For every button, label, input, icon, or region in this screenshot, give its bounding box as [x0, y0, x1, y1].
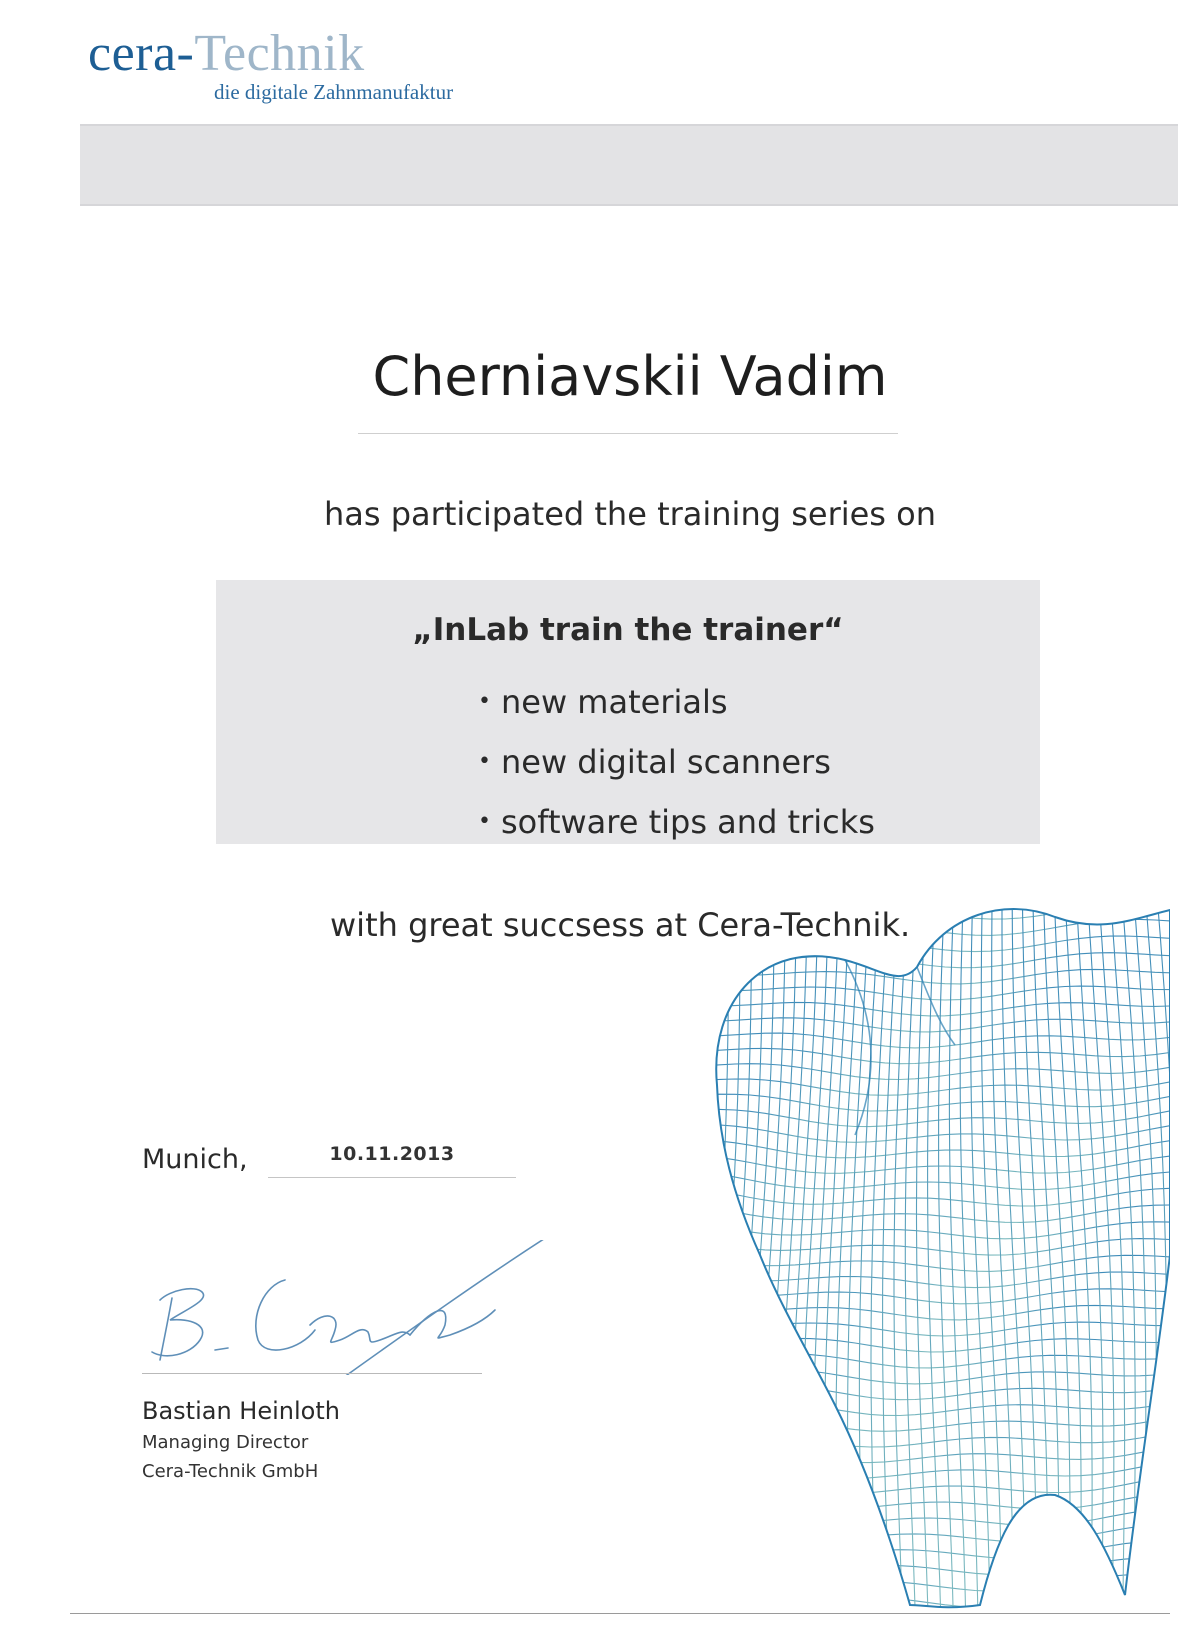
mesh-line — [705, 1541, 1170, 1558]
tooth-wireframe-icon — [705, 905, 1170, 1610]
mesh-line — [705, 1476, 1170, 1494]
intro-text: has participated the training series on — [324, 495, 936, 533]
mesh-line — [705, 1591, 1170, 1607]
mesh-line — [917, 905, 928, 1610]
mesh-line — [705, 1445, 1170, 1462]
mesh-line — [705, 905, 717, 1610]
mesh-line — [705, 1558, 1170, 1575]
logo-text-technik: Technik — [194, 25, 365, 82]
mesh-line — [705, 1354, 1170, 1368]
mesh-line — [705, 1461, 1170, 1479]
recipient-name: Cherniavskii Vadim — [372, 345, 888, 408]
mesh-line — [705, 1415, 1170, 1431]
mesh-line — [705, 1255, 1170, 1271]
signer-role: Managing Director — [142, 1432, 309, 1453]
topic-label: new digital scanners — [500, 743, 831, 781]
mesh-line — [705, 1109, 1170, 1126]
course-title: „InLab train the trainer“ — [412, 612, 844, 648]
mesh-line — [960, 905, 978, 1610]
mesh-line — [836, 905, 859, 1610]
mesh-line — [824, 905, 849, 1610]
mesh-line — [705, 1222, 1170, 1239]
bullet-icon: • — [478, 749, 491, 774]
mesh-line — [763, 905, 797, 1610]
signature — [140, 1240, 580, 1375]
mesh-line — [705, 1064, 1170, 1080]
date-value: 10.11.2013 — [329, 1143, 455, 1165]
logo-text-cera: cera- — [88, 25, 195, 82]
mesh-line — [705, 1338, 1170, 1352]
mesh-line — [1158, 905, 1170, 1610]
mesh-line — [1066, 905, 1093, 1610]
mesh-line — [905, 905, 916, 1610]
mesh-line — [705, 1608, 1170, 1610]
mesh-line — [1055, 905, 1082, 1610]
mesh-line — [1134, 905, 1156, 1610]
company-logo — [88, 24, 365, 84]
closing-text: with great succsess at Cera-Technik. — [330, 906, 911, 944]
header-band — [80, 124, 1178, 206]
list-item — [478, 792, 875, 852]
mesh-line — [705, 986, 1170, 1000]
mesh-line — [716, 905, 752, 1610]
signer-company: Cera-Technik GmbH — [142, 1461, 319, 1482]
mesh-line — [705, 1369, 1170, 1384]
mesh-line — [705, 1400, 1170, 1416]
mesh-line — [787, 905, 818, 1610]
mesh-line — [1033, 905, 1059, 1610]
signature-line — [142, 1373, 482, 1374]
mesh-line — [705, 1125, 1170, 1143]
mesh-line — [1146, 905, 1167, 1610]
logo-tagline: die digitale Zahnmanufaktur — [214, 80, 454, 104]
topic-label: new materials — [500, 683, 728, 721]
list-item — [478, 672, 875, 732]
mesh-line — [705, 1205, 1170, 1222]
mesh-line — [705, 1430, 1170, 1447]
mesh-line — [705, 1272, 1170, 1288]
mesh-line — [705, 1239, 1170, 1256]
mesh-line — [1111, 905, 1135, 1610]
mesh-line — [705, 1048, 1170, 1063]
mesh-line — [705, 1140, 1170, 1158]
mesh-line — [1044, 905, 1070, 1610]
topic-list — [478, 672, 875, 852]
list-item — [478, 732, 875, 792]
date-underline — [268, 1177, 516, 1178]
mesh-line — [705, 919, 1170, 935]
mesh-line — [949, 905, 965, 1610]
place-label: Munich, — [142, 1144, 248, 1175]
mesh-line — [705, 1156, 1170, 1173]
mesh-line — [705, 969, 1170, 984]
signer-name: Bastian Heinloth — [142, 1397, 340, 1425]
mesh-line — [928, 905, 941, 1610]
mesh-line — [705, 1018, 1170, 1032]
mesh-line — [799, 905, 828, 1610]
mesh-line — [705, 1384, 1170, 1399]
topic-label: software tips and tricks — [500, 803, 875, 841]
bullet-icon: • — [478, 689, 491, 714]
footer-divider — [70, 1613, 1170, 1614]
mesh-line — [859, 905, 878, 1610]
name-underline — [358, 433, 898, 434]
mesh-line — [739, 905, 775, 1610]
mesh-line — [727, 905, 763, 1610]
mesh-line — [705, 905, 1170, 919]
mesh-line — [705, 905, 740, 1610]
mesh-line — [705, 905, 728, 1610]
bullet-icon: • — [478, 809, 491, 834]
mesh-line — [705, 1033, 1170, 1048]
mesh-line — [705, 1575, 1170, 1592]
